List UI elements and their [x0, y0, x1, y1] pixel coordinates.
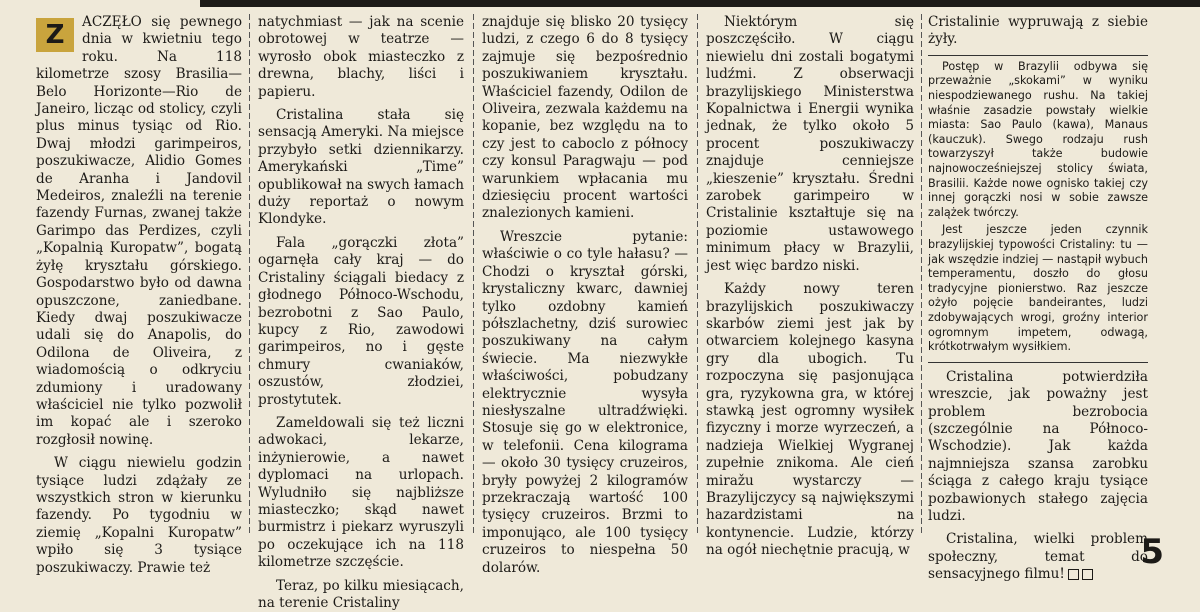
column-3 — [482, 14, 688, 576]
end-mark-icon — [1082, 569, 1093, 580]
paragraph: Wreszcie pytanie: właściwie o co tyle hałasu? — Chodzi o kryształ górski, krystaliczny kwarc, dawniej tylko ozdobny kamień półszlachetny, dziś surowiec poszukiwany na całym świecie. Ma niezwykłe właściwości, pobudzany elektrycznie wysyła niesłyszalne ultradźwięki. Stosuje się go w elektronice, w telefonii. Cena kilograma — około 30 tysięcy cruzeiros, bryły powyżej 2 kilogramów przekraczają wartość 100 tysięcy cruzeiros. Brzmi to imponująco, ale 100 tysięcy cruzeiros to niespełna 50 dolarów. — [482, 228, 688, 576]
column-divider — [697, 14, 698, 534]
sidebar-paragraph: Postęp w Brazylii odbywa się przeważnie „skokami” w wyniku niespodziewanego rushu. Na takiej właśnie zasadzie powstały wielkie miasta: Sao Paulo (kawa), Manaus (kauczuk). Swego rodzaju rush towarzyszył także budowie najnowocześniejszej stolicy świata, Brasilii. Każde nowe ognisko takiej czy innej gorączki nosi w sobie zawsze zalążek twórczy. — [928, 59, 1148, 219]
sidebar-paragraph: Jest jeszcze jeden czynnik brazylijskiej typowości Cristaliny: tu — jak wszędzie indziej — nastąpił wybuch temperamentu, doszło do głosu tradycyjne pionierstwo. Raz jeszcze ożyło pojęcie bandeirantes, ludzi zdobywających wrogi, groźny interior ogromnym impetem, odwagą, krótkotrwałym wysiłkiem. — [928, 223, 1148, 354]
page-number: 5 — [1140, 532, 1164, 572]
paragraph: natychmiast — jak na scenie obrotowej w teatrze — wyrosło obok miasteczko z drewna, blachy, liści i papieru. — [258, 14, 464, 100]
column-4 — [706, 14, 914, 559]
column-divider — [921, 14, 922, 534]
header-rule — [200, 0, 1200, 7]
paragraph: Niektórym się poszczęściło. W ciągu niewielu dni zostali bogatymi ludźmi. Z obserwacji brazylijskiego Ministerstwa Kopalnictwa i Energii wynika jednak, że tylko około 5 procent poszukiwaczy znajduje cenniejsze „kieszenie” kryształu. Średni zarobek garimpeiro w Cristalinie kształtuje się na poziomie ustawowego minimum płacy w Brazylii, jest więc bardzo niski. — [706, 14, 914, 274]
column-divider — [473, 14, 474, 534]
drop-cap-initial: Z — [36, 18, 74, 52]
column-1 — [36, 14, 242, 576]
paragraph-text: Cristalina, wielki problem społeczny, temat do sensacyjnego filmu! — [928, 531, 1148, 583]
paragraph: znajduje się blisko 20 tysięcy ludzi, z czego 6 do 8 tysięcy zajmuje się bezpośrednio poszukiwaniem kryształu. Właściciel fazendy, Odilon de Oliveira, zezwala każdemu na kopanie, bez względu na to czy jest to caboclo z północy czy konsul Paragwaju — pod warunkiem wpłacania mu dziesięciu procent wartości znalezionych kamieni. — [482, 14, 688, 222]
paragraph: Cristalina stała się sensacją Ameryki. Na miejsce przybyło setki dziennikarzy. Amerykański „Time” opublikował na swych łamach duży reportaż o nowym Klondyke. — [258, 107, 464, 228]
paragraph — [928, 531, 1148, 583]
paragraph: W ciągu niewielu godzin tysiące ludzi zdążały ze wszystkich stron w kierunku fazendy. Po tygodniu w ziemię „Kopalni Kuropatw” wpiło się 3 tysiące poszukiwaczy. Prawie też — [36, 455, 242, 576]
end-mark-icon — [1068, 569, 1079, 580]
paragraph: Każdy nowy teren brazylijskich poszukiwaczy skarbów ziemi jest jak by otwarciem kolejnego kasyna gry dla ubogich. Tu rozpoczyna się pasjonująca gra, ryzykowna gra, w której stawką jest ogromny wysiłek fizyczny i morze wyrzeczeń, a nadzieja Wielkiej Wygranej zupełnie znikoma. Ale cień miražu wystarczy — Brazylijczycy są największymi hazardzistami na kontynencie. Ludzie, którzy na ogół niechętnie pracują, w — [706, 281, 914, 559]
paragraph: Fala „gorączki złota” ogarnęła cały kraj — do Cristaliny ściągali biedacy z głodnego Północo-Wschodu, bezrobotni z Sao Paulo, kupcy z Rio, zawodowi garimpeiros, no i gęste chmury cwaniaków, oszustów, złodziei, prostytutek. — [258, 234, 464, 408]
paragraph: Zameldowali się też liczni adwokaci, lekarze, inżynierowie, a nawet dyplomaci na urlopach. Wyludniło się najbliższe miasteczko; skąd nawet burmistrz i piekarz wyruszyli po oczekujące ich na 118 kilometrze szczęście. — [258, 414, 464, 571]
column-2 — [258, 14, 464, 611]
paragraph: Cristalina potwierdziła wreszcie, jak poważny jest problem bezrobocia (szczególnie na Północo-Wschodzie). Jak każda najmniejsza szansa zarobku ściąga z całego kraju tysiące pozbawionych stałego zajęcia ludzi. — [928, 368, 1148, 524]
paragraph: Teraz, po kilku miesiącach, na terenie Cristaliny — [258, 577, 464, 611]
article-page — [36, 14, 1188, 611]
sidebar-box — [928, 55, 1148, 355]
column-5 — [928, 14, 1148, 583]
paragraph: Cristalinie wypruwają z siebie żyły. — [928, 14, 1148, 48]
paragraph: ACZĘŁO się pewnego dnia w kwietniu tego roku. Na 118 kilometrze szosy Brasilia—Belo Horizonte—Rio de Janeiro, licząc od stolicy, czyli plus minus tysiąc od Rio. Dwaj młodzi garimpeiros, poszukiwacze, Alidio Gomes de Aranha i Jandovil Medeiros, znaleźli na terenie fazendy Furnas, zwanej także Garimpo das Perdizes, czyli „Kopalnią Kuropatw”, bogatą żyłę kryształu górskiego. Gospodarstwo było od dawna opuszczone, zaniedbane. Kiedy dwaj poszukiwacze udali się do Anapolis, do Odilona de Oliveira, z wiadomością o odkryciu zdumiony i uradowany właściciel nie tylko pozwolił im kopać ale i szeroko rozgłosił nowinę. — [36, 14, 242, 448]
column-divider — [249, 14, 250, 534]
